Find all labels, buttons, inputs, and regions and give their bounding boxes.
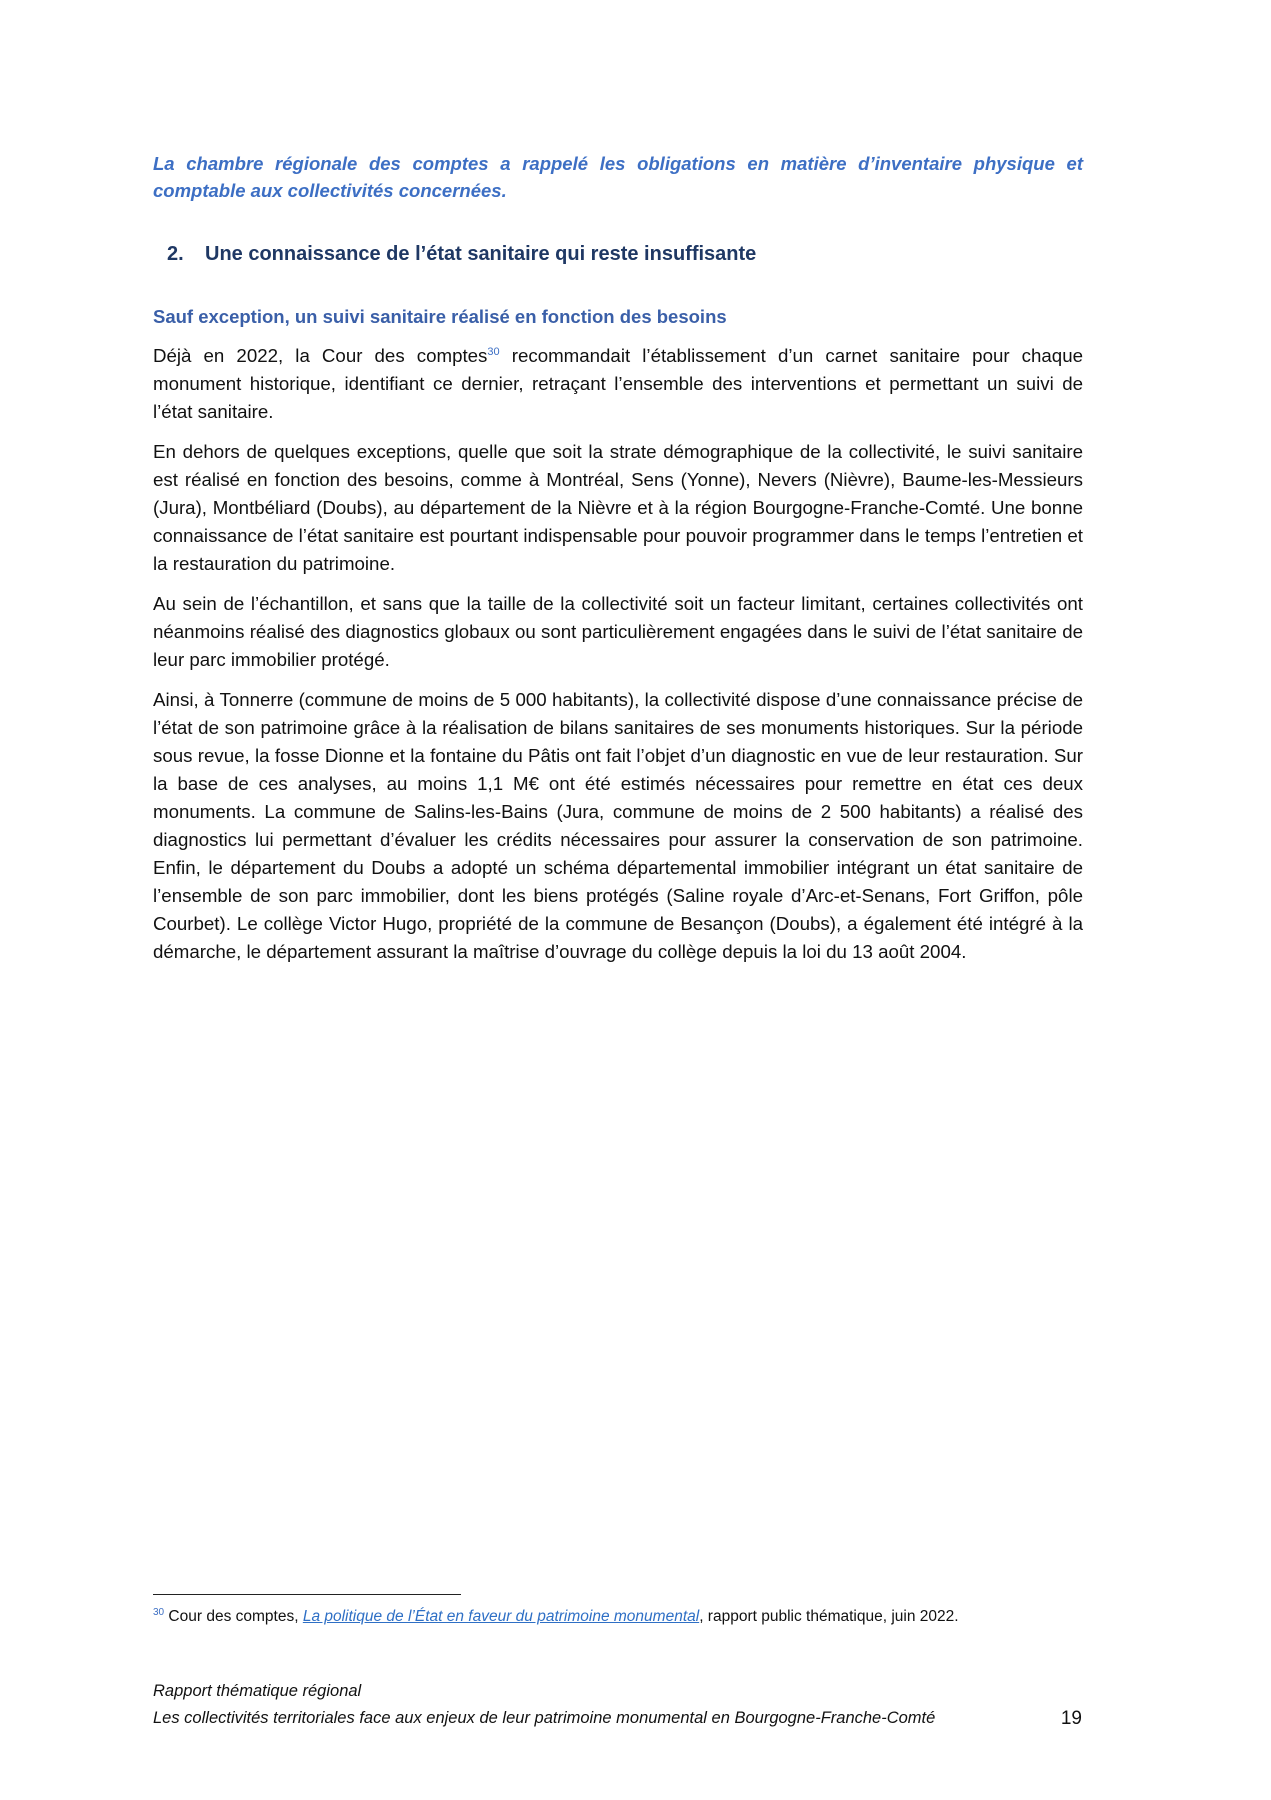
section-number: 2. [167, 243, 184, 265]
paragraph-3: Au sein de l’échantillon, et sans que la taille de la collectivité soit un facteur limitant, certaines collectivités ont néanmoins réalisé des diagnostics globaux ou sont particulièrement engagées dans le suivi de l’état sanitaire de leur parc immobilier protégé. [153, 593, 1083, 670]
paragraph-1 [153, 342, 1083, 426]
paragraph-4: Ainsi, à Tonnerre (commune de moins de 5 000 habitants), la collectivité dispose d’une connaissance précise de l’état de son patrimoine grâce à la réalisation de bilans sanitaires de ses monuments historiques. Sur la période sous revue, la fosse Dionne et la fontaine du Pâtis ont fait l’objet d’un diagnostic en vue de leur restauration. Sur la base de ces analyses, au moins 1,1 M€ ont été estimés nécessaires pour remettre en état ces deux monuments. La commune de Salins-les-Bains (Jura, commune de moins de 2 500 habitants) a réalisé des diagnostics lui permettant d’évaluer les crédits nécessaires pour assurer la conservation de son patrimoine. Enfin, le département du Doubs a adopté un schéma départemental immobilier intégrant un état sanitaire de l’ensemble de son parc immobilier, dont les biens protégés (Saline royale d’Arc-et-Senans, Fort Griffon, pôle Courbet). Le collège Victor Hugo, propriété de la commune de Besançon (Doubs), a également été intégré à la démarche, le département assurant la maîtrise d’ouvrage du collège depuis la loi du 13 août 2004. [153, 689, 1083, 962]
footnote-separator [153, 1594, 461, 1595]
page-body [153, 150, 1083, 978]
footnote-suffix: , rapport public thématique, juin 2022. [699, 1608, 959, 1625]
footer-line [153, 1705, 1083, 1732]
footnote-prefix: Cour des comptes, [164, 1608, 303, 1625]
page-footer [153, 1678, 1083, 1732]
footer-report-title: Les collectivités territoriales face aux enjeux de leur patrimoine monumental en Bourgogne-Franche-Comté [153, 1709, 936, 1727]
section-title: Une connaissance de l’état sanitaire qui reste insuffisante [205, 243, 757, 265]
subsection-title: Sauf exception, un suivi sanitaire réalisé en fonction des besoins [153, 306, 727, 327]
intro-recommendation: La chambre régionale des comptes a rappelé les obligations en matière d’inventaire physique et comptable aux collectivités concernées. [153, 153, 1083, 201]
page-number: 19 [1060, 1708, 1082, 1729]
paragraph-1-start: Déjà en 2022, la Cour des comptes [153, 345, 488, 366]
footer-report-type: Rapport thématique régional [153, 1682, 362, 1700]
paragraph-1-end: recommandait l’établissement d’un carnet sanitaire pour chaque monument historique, identifiant ce dernier, retraçant l’ensemble des interventions et permettant un suivi de l’état sanitaire. [153, 345, 1083, 422]
footnote-report-link[interactable]: La politique de l’État en faveur du patrimoine monumental [302, 1608, 700, 1625]
footnote-reference[interactable]: 30 [487, 345, 500, 358]
section-heading [167, 240, 1083, 268]
footnote [153, 1606, 1083, 1628]
footnote-number: 30 [153, 1606, 165, 1618]
paragraph-2: En dehors de quelques exceptions, quelle que soit la strate démographique de la collectivité, le suivi sanitaire est réalisé en fonction des besoins, comme à Montréal, Sens (Yonne), Nevers (Nièvre), Baume-les-Messieurs (Jura), Montbéliard (Doubs), au département de la Nièvre et à la région Bourgogne-Franche-Comté. Une bonne connaissance de l’état sanitaire est pourtant indispensable pour pouvoir programmer dans le temps l’entretien et la restauration du patrimoine. [153, 441, 1083, 574]
